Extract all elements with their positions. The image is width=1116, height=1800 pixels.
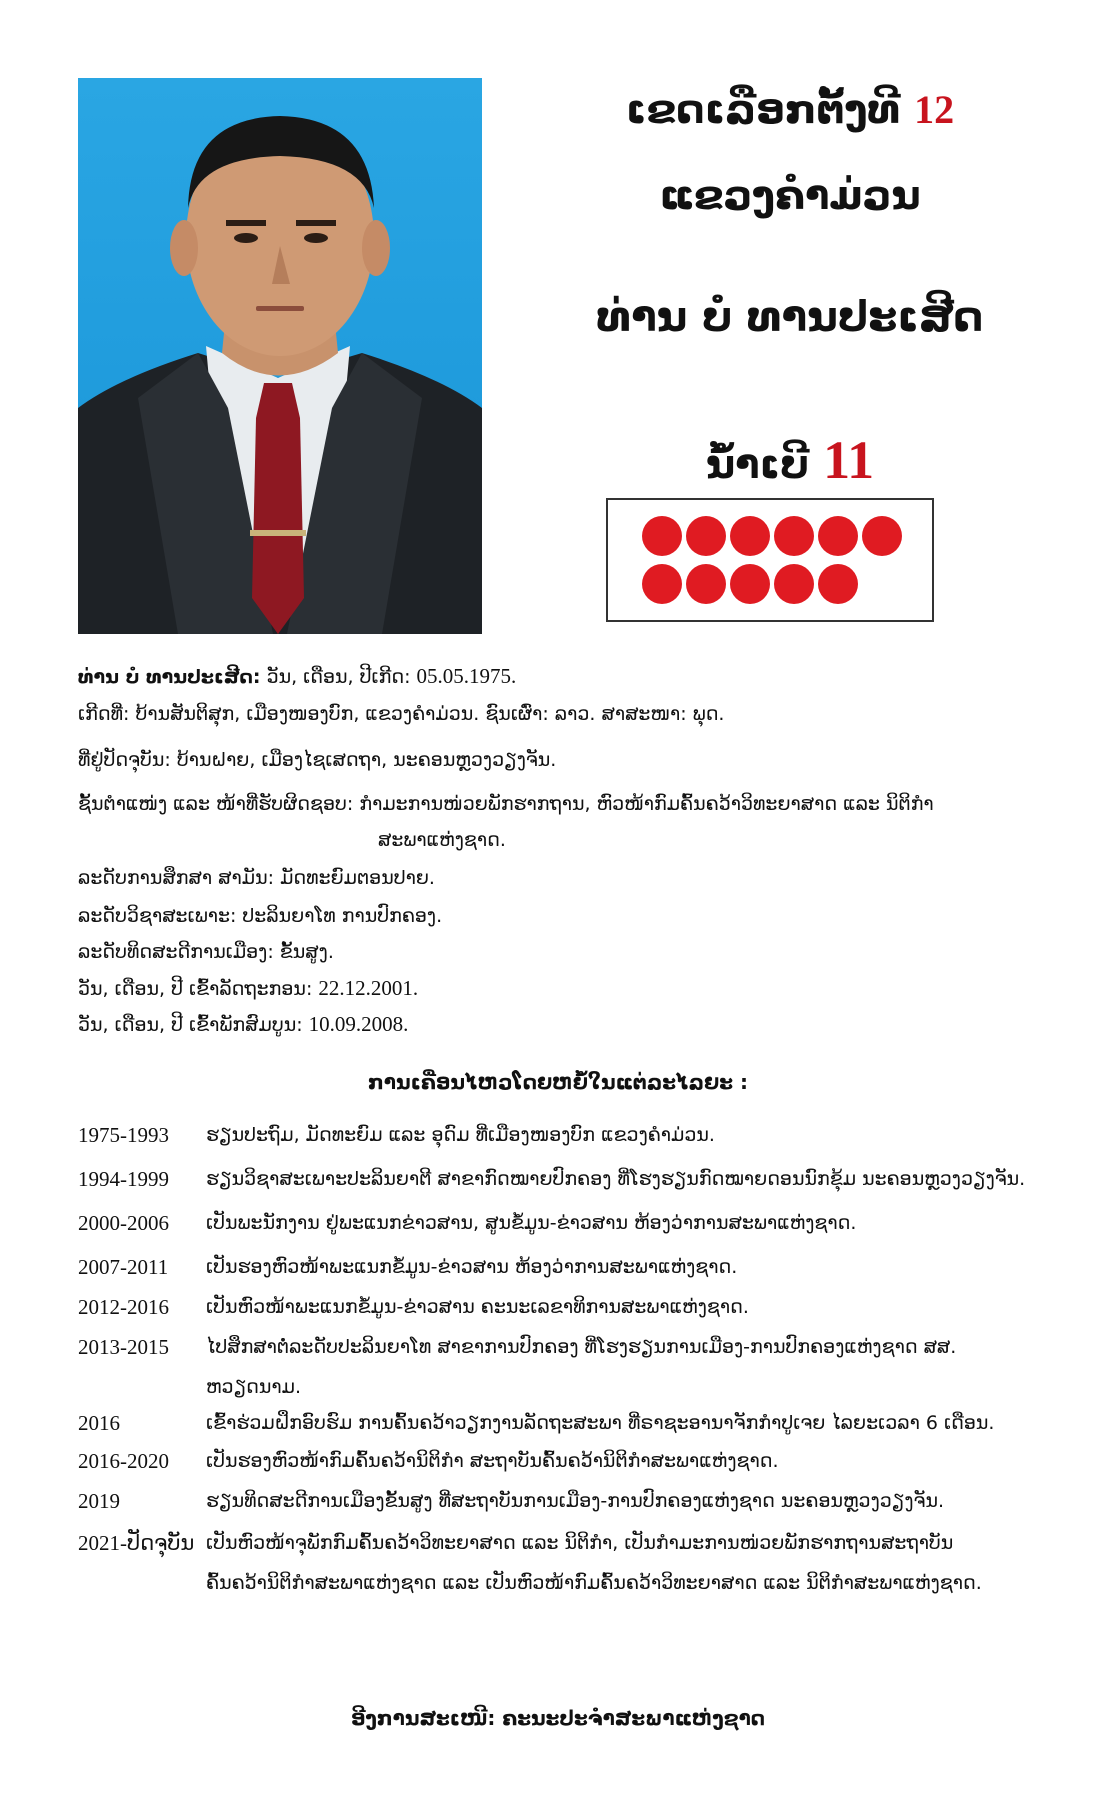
timeline-text: ເປັນພະນັກງານ ຢູ່ພະແນກຂ່າວສານ, ສູນຂໍ້ມູນ-ຂ່າວສານ ຫ້ອງວ່າການສະພາແຫ່ງຊາດ.: [206, 1212, 857, 1234]
dob-label: ວັນ, ເດືອນ, ປີເກີດ:: [266, 666, 411, 688]
ballot-dot: [642, 564, 682, 604]
candidate-photo: [78, 78, 482, 634]
timeline-title: ການເຄື່ອນໄຫວໂດຍຫຍໍ້ໃນແຕ່ລະໄລຍະ :: [367, 1070, 748, 1094]
timeline-year: 1994-1999: [78, 1167, 169, 1191]
timeline-year: 2021-ປັດຈຸບັນ: [78, 1531, 195, 1555]
candidate-name-bold: ທ່ານ ບໍ ທານປະເສີດ:: [78, 666, 261, 688]
constituency-heading: [560, 86, 1020, 134]
timeline-text: ເຂົ້າຮ່ວມຝຶກອົບຮົມ ການຄົ້ນຄວ້າວຽກງານລັດຖະສະພາ ທີ່ຣາຊະອານາຈັກກຳປູເຈຍ ໄລຍະເວລາ 6 ເດືອນ.: [206, 1412, 995, 1434]
ballot-dot: [818, 516, 858, 556]
current-address-row: ທີ່ຢູ່ປັດຈຸບັນ: ບ້ານຝາຍ, ເມືອງໄຊເສດຖາ, ນະຄອນຫຼວງວຽງຈັນ.: [78, 749, 557, 771]
position-row-2: ສະພາແຫ່ງຊາດ.: [378, 829, 506, 851]
constituency-number: 12: [914, 87, 955, 132]
civil-service-value: 22.12.2001.: [318, 976, 419, 1000]
ballot-dot: [686, 564, 726, 604]
timeline-text: ຄົ້ນຄວ້ານິຕິກຳສະພາແຫ່ງຊາດ ແລະ ເປັນຫົວໜ້າກົມຄົ້ນຄວ້າວິທະຍາສາດ ແລະ ນິຕິກຳສະພາແຫ່ງຊາດ.: [206, 1572, 982, 1594]
candidate-number: 11: [823, 430, 875, 490]
province-heading: ແຂວງຄຳມ່ວນ: [659, 173, 921, 219]
timeline-text: ເປັນຫົວໜ້າພະແນກຂໍ້ມູນ-ຂ່າວສານ ຄະນະເລຂາທິການສະພາແຫ່ງຊາດ.: [206, 1296, 749, 1318]
timeline-text: ເປັນຮອງຫົວໜ້າກົມຄົ້ນຄວ້ານິຕິກຳ ສະຖາບັນຄົ້ນຄວ້ານິຕິກຳສະພາແຫ່ງຊາດ.: [206, 1450, 779, 1472]
timeline-year: 2019: [78, 1489, 120, 1513]
timeline-text: ຮຽນທິດສະດີການເມືອງຂັ້ນສູງ ທີ່ສະຖາບັນການເມືອງ-ການປົກຄອງແຫ່ງຊາດ ນະຄອນຫຼວງວຽງຈັນ.: [206, 1490, 944, 1512]
position-row-1: ຊັ້ນຕຳແໜ່ງ ແລະ ໜ້າທີ່ຮັບຜິດຊອບ: ກຳມະການໜ່ວຍພັກຮາກຖານ, ຫົວໜ້າກົມຄົ້ນຄວ້າວິທະຍາສາດ ແລະ ນິຕິກຳ: [78, 793, 934, 815]
timeline-text: ເປັນຮອງຫົວໜ້າພະແນກຂໍ້ມູນ-ຂ່າວສານ ຫ້ອງວ່າການສະພາແຫ່ງຊາດ.: [206, 1256, 738, 1278]
name-dob-row: [78, 662, 1078, 691]
timeline-text: ເປັນຫົວໜ້າຈຸພັກກົມຄົ້ນຄວ້າວິທະຍາສາດ ແລະ ນິຕິກຳ, ເປັນກຳມະການໜ່ວຍພັກຮາກຖານສະຖາບັນ: [206, 1532, 954, 1554]
timeline-year: 2016: [78, 1411, 120, 1435]
footer-note: ອີງການສະເໜີ: ຄະນະປະຈຳສະພາແຫ່ງຊາດ: [351, 1706, 765, 1730]
ballot-dot: [774, 516, 814, 556]
ballot-dot: [862, 516, 902, 556]
timeline-year: 1975-1993: [78, 1123, 169, 1147]
dob-value: 05.05.1975.: [416, 664, 517, 688]
ballot-dot: [642, 516, 682, 556]
timeline-year: 2013-2015: [78, 1335, 169, 1359]
birthplace-row: ເກີດທີ່: ບ້ານສັນຕິສຸກ, ເມືອງໜອງບົກ, ແຂວງຄຳມ່ວນ. ຊົນເຜົ່າ: ລາວ. ສາສະໜາ: ພຸດ.: [78, 703, 725, 725]
party-value: 10.09.2008.: [308, 1012, 409, 1036]
general-education-row: ລະດັບການສຶກສາ ສາມັນ: ມັດທະຍົມຕອນປາຍ.: [78, 867, 435, 889]
timeline-text: ໄປສຶກສາຕໍ່ລະດັບປະລິນຍາໂທ ສາຂາການປົກຄອງ ທີ່ໂຮງຮຽນການເມືອງ-ການປົກຄອງແຫ່ງຊາດ ສສ.: [206, 1336, 957, 1358]
timeline-year: 2000-2006: [78, 1211, 169, 1235]
timeline-year: 2016-2020: [78, 1449, 169, 1473]
party-row: [78, 1010, 1078, 1039]
civil-service-row: [78, 974, 1078, 1003]
timeline-text: ຫວຽດນາມ.: [206, 1376, 302, 1398]
political-theory-row: ລະດັບທິດສະດີການເມືອງ: ຂັ້ນສູງ.: [78, 941, 334, 963]
ballot-dot: [730, 564, 770, 604]
specialized-education-row: ລະດັບວິຊາສະເພາະ: ປະລິນຍາໂທ ການປົກຄອງ.: [78, 905, 443, 927]
timeline-text: ຮຽນປະຖົມ, ມັດທະຍົມ ແລະ ອຸດົມ ທີ່ເມືອງໜອງບົກ ແຂວງຄຳມ່ວນ.: [206, 1124, 715, 1146]
civil-service-label: ວັນ, ເດືອນ, ປີ ເຂົ້າລັດຖະກອນ:: [78, 978, 313, 1000]
ballot-dot-box: [606, 498, 934, 622]
number-label: ນ້ຳເບີ: [705, 442, 810, 488]
timeline-year: 2007-2011: [78, 1255, 169, 1279]
ballot-dot: [818, 564, 858, 604]
timeline-text: ຮຽນວິຊາສະເພາະປະລິນຍາຕີ ສາຂາກົດໝາຍປົກຄອງ ທີ່ໂຮງຮຽນກົດໝາຍດອນນົກຂຸ້ມ ນະຄອນຫຼວງວຽງຈັນ.: [206, 1168, 1026, 1190]
constituency-label: ເຂດເລືອກຕັ້ງທີ: [625, 87, 901, 133]
candidate-name-heading: ທ່ານ ບໍ ທານປະເສີດ: [596, 292, 984, 341]
party-label: ວັນ, ເດືອນ, ປີ ເຂົ້າພັກສົມບູນ:: [78, 1014, 303, 1036]
ballot-dot: [730, 516, 770, 556]
ballot-dot: [686, 516, 726, 556]
timeline-year: 2012-2016: [78, 1295, 169, 1319]
candidate-number-heading: [560, 428, 1020, 493]
ballot-dot: [774, 564, 814, 604]
